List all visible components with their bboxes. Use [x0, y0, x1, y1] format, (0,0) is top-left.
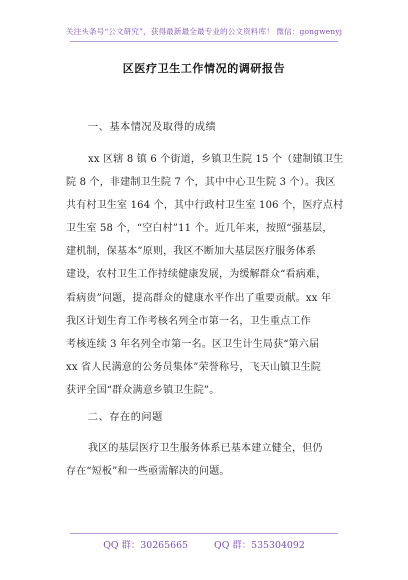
- paragraph-line: 院 8 个，非建制卫生院 7 个，其中中心卫生院 3 个）。我区: [66, 177, 336, 189]
- paragraph-line: 看病贵”问题，提高群众的健康水平作出了重要贡献。xx 年: [66, 292, 332, 304]
- paragraph-line: 我区的基层医疗卫生服务体系已基本建立健全，但仍: [88, 443, 323, 454]
- section-2-paragraph: [66, 443, 328, 490]
- paragraph-line: xx 区辖 8 镇 6 个街道，乡镇卫生院 15 个（建制镇卫生: [88, 154, 344, 165]
- section-heading-2: 二、存在的问题: [88, 412, 163, 423]
- section-1-paragraph: [66, 154, 344, 409]
- qq-group-1: QQ 群：30265665: [103, 540, 189, 551]
- footer-divider: [70, 533, 338, 534]
- header-divider: [70, 41, 338, 42]
- document-title: 区医疗卫生工作情况的调研报告: [122, 62, 286, 75]
- paragraph-line: 建机制，保基本”原则，我区不断加大基层医疗服务体系: [66, 246, 317, 258]
- paragraph-line: 我区计划生育工作考核名列全市第一名，卫生重点工作: [66, 315, 311, 327]
- footer-contact: [0, 537, 408, 551]
- paragraph-line: 建设，农村卫生工作持续健康发展，为缓解群众“看病难，: [66, 269, 327, 281]
- paragraph-line: 存在“短板”和一些亟需解决的问题。: [66, 466, 230, 478]
- paragraph-line: 共有村卫生室 164 个，其中行政村卫生室 106 个，医疗点村: [66, 200, 344, 212]
- qq-group-2: QQ 群：535304092: [214, 540, 305, 551]
- section-heading-1: 一、基本情况及取得的成绩: [88, 122, 217, 133]
- paragraph-line: xx 省人民满意的公务员集体”荣誉称号，飞天山镇卫生院: [66, 361, 321, 373]
- paragraph-line: 考核连续 3 年名列全市第一名。区卫生计生局获“第六届: [66, 338, 320, 350]
- paragraph-line: 卫生室 58 个，“空白村”11 个。近几年来，按照“强基层，: [66, 223, 333, 235]
- promo-banner: 关注头条号“公文研究”，获得最新最全最专业的公文资料库！ 微信：gongwenyj: [65, 27, 343, 36]
- paragraph-line: 获评全国“群众满意乡镇卫生院”。: [66, 384, 220, 396]
